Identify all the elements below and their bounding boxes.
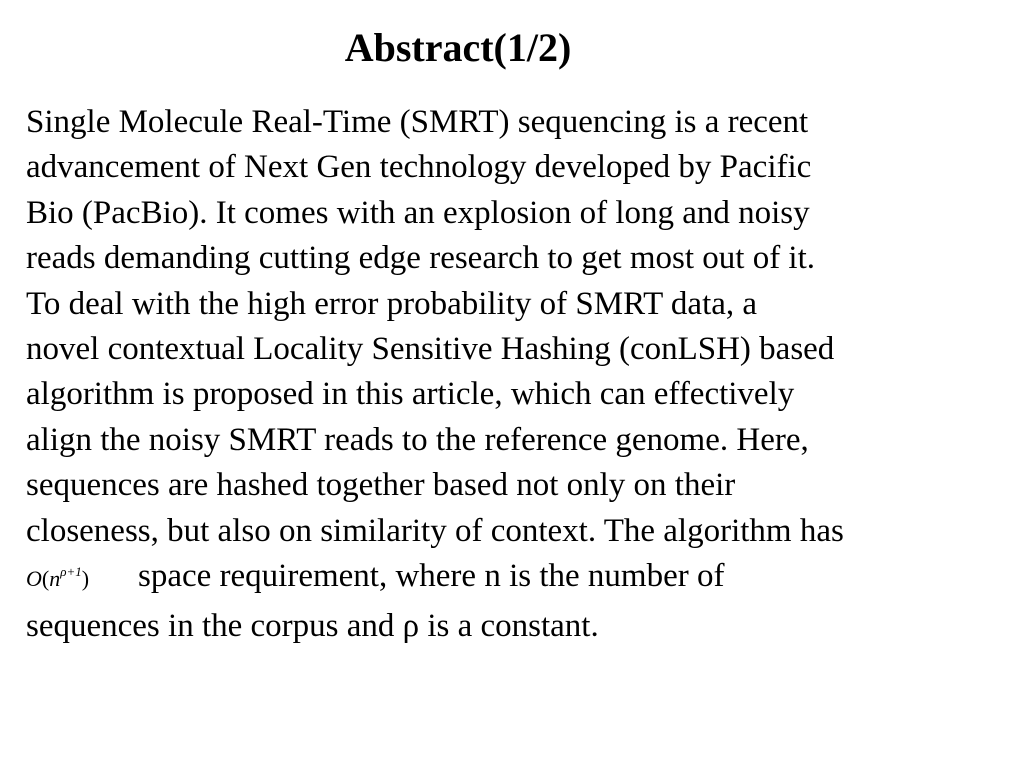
formula-close-paren: ) xyxy=(81,566,90,592)
abstract-line: To deal with the high error probability of SMRT data, a xyxy=(26,285,758,322)
abstract-line: align the noisy SMRT reads to the reference genome. Here, xyxy=(26,421,809,458)
abstract-line: advancement of Next Gen technology developed by Pacific xyxy=(26,149,812,186)
abstract-line: closeness, but also on similarity of context. The algorithm has xyxy=(26,512,844,549)
abstract-line: space requirement, where n is the number of xyxy=(138,558,725,595)
slide-title: Abstract(1/2) xyxy=(344,25,572,70)
formula-open-paren: ( xyxy=(41,566,50,592)
complexity-formula xyxy=(26,556,138,604)
abstract-line: algorithm is proposed in this article, which can effectively xyxy=(26,376,795,413)
formula-exponent: ρ+1 xyxy=(60,564,82,580)
formula-variable: n xyxy=(49,566,61,592)
abstract-line: sequences in the corpus and ρ is a constant. xyxy=(26,608,599,645)
abstract-line: reads demanding cutting edge research to get most out of it. xyxy=(26,240,816,277)
formula-base: O xyxy=(26,566,42,592)
abstract-line: novel contextual Locality Sensitive Hashing (conLSH) based xyxy=(26,331,835,368)
abstract-body xyxy=(26,100,1020,650)
abstract-line: Bio (PacBio). It comes with an explosion of long and noisy xyxy=(26,194,810,231)
abstract-line: Single Molecule Real-Time (SMRT) sequencing is a recent xyxy=(26,104,809,140)
abstract-line: sequences are hashed together based not only on their xyxy=(26,467,736,504)
formula-line xyxy=(26,554,1020,604)
